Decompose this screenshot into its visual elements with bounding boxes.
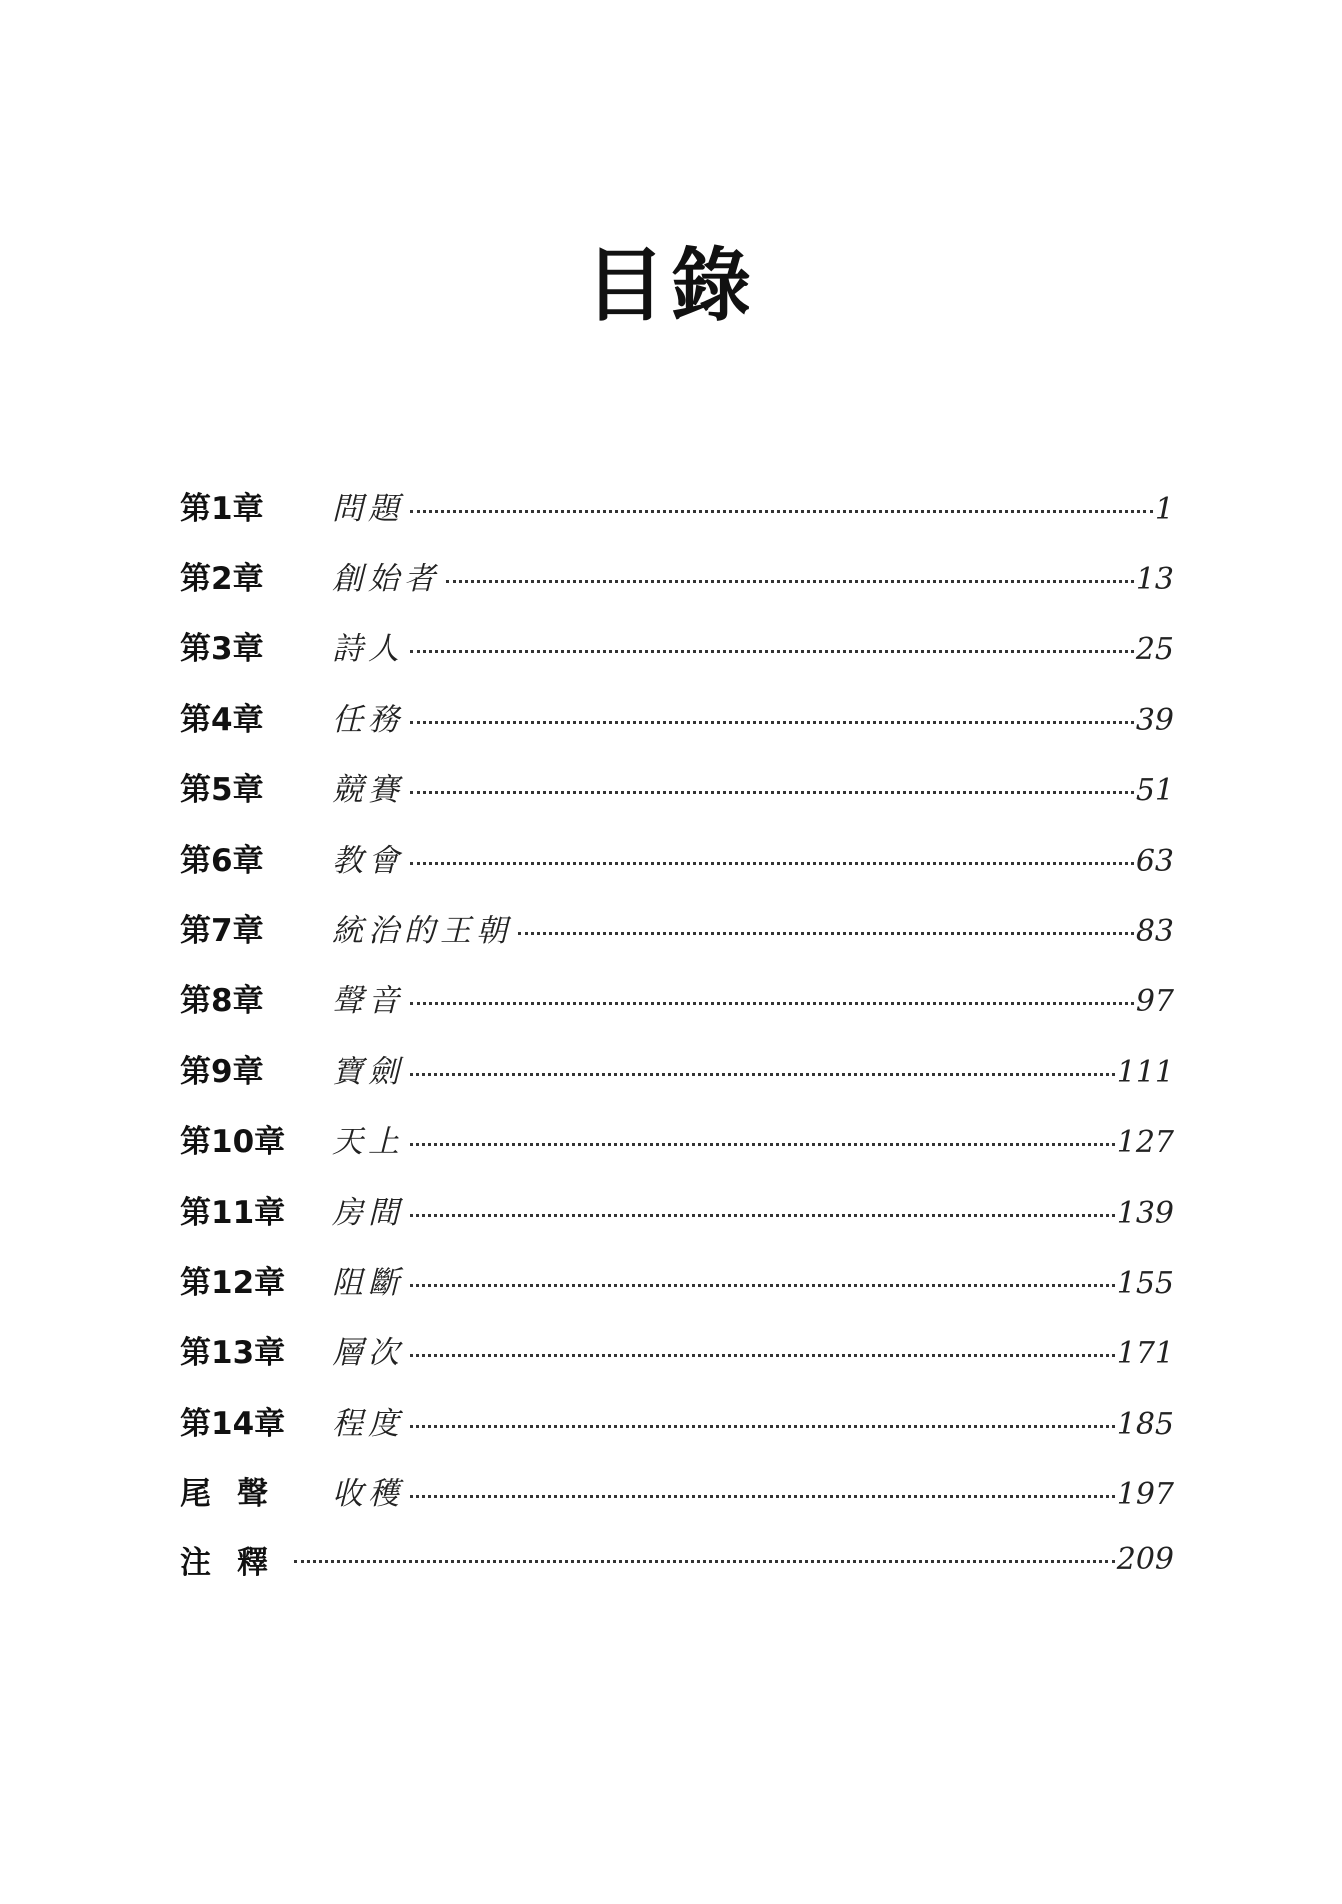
entry-line (294, 1542, 1174, 1577)
entry-title: 創始者 (332, 561, 440, 598)
chapter-label: 注釋 (180, 1545, 294, 1582)
entry-line (332, 1257, 1174, 1302)
chapter-label: 第7章 (180, 913, 264, 950)
dot-leader (410, 791, 1134, 794)
dot-leader (410, 1425, 1115, 1428)
chapter-label: 第1章 (180, 490, 264, 527)
entry-line (332, 1046, 1174, 1091)
chapter-label: 第5章 (180, 772, 264, 809)
page-number: 155 (1116, 1265, 1174, 1301)
toc-entry-chapter-5[interactable] (180, 752, 1174, 822)
entry-line (332, 835, 1174, 880)
toc-entry-chapter-3[interactable] (180, 611, 1174, 681)
toc-entry-chapter-10[interactable] (180, 1104, 1174, 1174)
page-number: 51 (1135, 773, 1174, 809)
page-number: 209 (1116, 1542, 1174, 1578)
entry-line (332, 1327, 1174, 1372)
toc-entry-chapter-1[interactable] (180, 470, 1174, 540)
table-of-contents (180, 470, 1174, 1594)
dot-leader (410, 1495, 1115, 1498)
page-number: 171 (1116, 1336, 1174, 1372)
entry-line (332, 1468, 1174, 1513)
entry-line (332, 764, 1174, 809)
chapter-label: 第12章 (180, 1264, 286, 1301)
entry-title: 競賽 (332, 772, 404, 809)
page-number: 111 (1116, 1054, 1174, 1090)
page-title: 目錄 (585, 238, 757, 332)
toc-entry-notes[interactable] (180, 1526, 1174, 1594)
chapter-label: 第2章 (180, 561, 264, 598)
toc-entry-chapter-2[interactable] (180, 540, 1174, 610)
toc-entry-chapter-12[interactable] (180, 1244, 1174, 1314)
dot-leader (446, 580, 1134, 583)
entry-line (332, 694, 1174, 739)
entry-title: 程度 (332, 1405, 404, 1442)
entry-line (332, 1398, 1174, 1443)
page-number: 197 (1116, 1477, 1174, 1513)
dot-leader (410, 1284, 1115, 1287)
toc-entry-chapter-4[interactable] (180, 681, 1174, 751)
entry-title: 天上 (332, 1124, 404, 1161)
page-number: 83 (1135, 914, 1174, 950)
page-number: 39 (1135, 702, 1174, 738)
page-number: 13 (1135, 562, 1174, 598)
entry-line (332, 1187, 1174, 1232)
chapter-label: 第13章 (180, 1335, 286, 1372)
entry-title: 教會 (332, 842, 404, 879)
toc-entry-chapter-14[interactable] (180, 1385, 1174, 1455)
entry-line (332, 483, 1174, 528)
chapter-label: 第14章 (180, 1405, 286, 1442)
toc-entry-epilogue[interactable] (180, 1455, 1174, 1525)
toc-entry-chapter-6[interactable] (180, 822, 1174, 892)
chapter-label: 第10章 (180, 1124, 286, 1161)
chapter-label: 第3章 (180, 631, 264, 668)
entry-title: 層次 (332, 1335, 404, 1372)
entry-title: 收穫 (332, 1476, 404, 1513)
toc-entry-chapter-11[interactable] (180, 1174, 1174, 1244)
entry-title: 聲音 (332, 983, 404, 1020)
entry-line (332, 1116, 1174, 1161)
entry-line (332, 623, 1174, 668)
toc-entry-chapter-13[interactable] (180, 1315, 1174, 1385)
chapter-label: 第6章 (180, 842, 264, 879)
entry-line (332, 553, 1174, 598)
page-number: 97 (1135, 984, 1174, 1020)
dot-leader (294, 1560, 1115, 1563)
entry-title: 統治的王朝 (332, 913, 512, 950)
entry-title: 詩人 (332, 631, 404, 668)
page-number: 127 (1116, 1125, 1174, 1161)
page-number: 185 (1116, 1406, 1174, 1442)
dot-leader (410, 1214, 1115, 1217)
entry-title: 寶劍 (332, 1053, 404, 1090)
entry-line (332, 905, 1174, 950)
dot-leader (410, 1143, 1115, 1146)
chapter-label: 第11章 (180, 1194, 286, 1231)
chapter-label: 第4章 (180, 701, 264, 738)
dot-leader (518, 932, 1134, 935)
page-number: 63 (1135, 843, 1174, 879)
toc-entry-chapter-9[interactable] (180, 1033, 1174, 1103)
toc-entry-chapter-7[interactable] (180, 892, 1174, 962)
toc-entry-chapter-8[interactable] (180, 963, 1174, 1033)
dot-leader (410, 1002, 1134, 1005)
chapter-label: 第8章 (180, 983, 264, 1020)
dot-leader (410, 1354, 1115, 1357)
chapter-label: 尾聲 (180, 1476, 294, 1513)
entry-title: 任務 (332, 701, 404, 738)
page-number: 1 (1154, 491, 1174, 527)
page-number: 139 (1116, 1195, 1174, 1231)
dot-leader (410, 650, 1134, 653)
dot-leader (410, 862, 1134, 865)
entry-title: 房間 (332, 1194, 404, 1231)
dot-leader (410, 510, 1153, 513)
entry-line (332, 975, 1174, 1020)
dot-leader (410, 1073, 1115, 1076)
page-number: 25 (1135, 632, 1174, 668)
chapter-label: 第9章 (180, 1053, 264, 1090)
entry-title: 問題 (332, 490, 404, 527)
dot-leader (410, 721, 1134, 724)
entry-title: 阻斷 (332, 1264, 404, 1301)
